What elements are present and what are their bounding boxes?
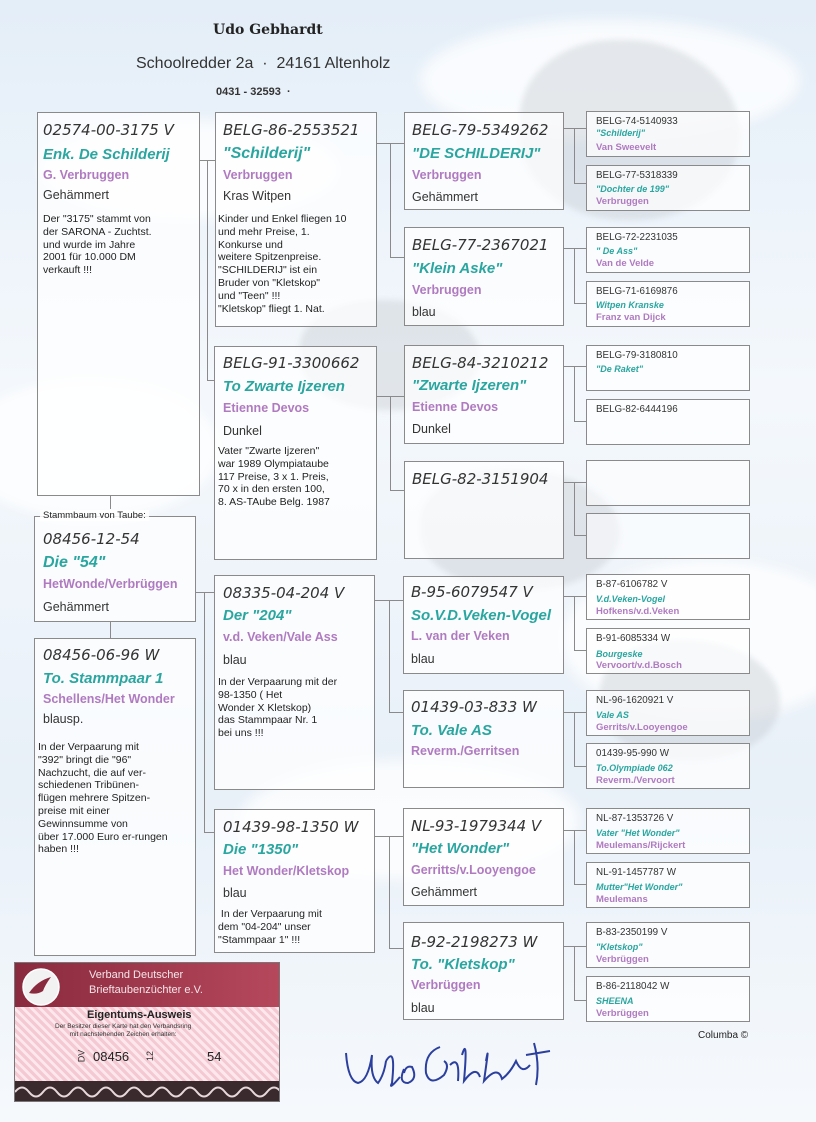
connector-line [390, 143, 391, 257]
sibling-name: Die "54" [43, 554, 106, 571]
owner-phone: 0431 - 32593 · [216, 86, 291, 98]
dam-sire-breeder: Etienne Devos [412, 400, 499, 414]
connector-line [574, 884, 586, 885]
gen4-name: Bourgeske [596, 649, 643, 659]
p204-dam-breeder: Reverm./Gerritsen [411, 744, 520, 758]
owner-name: Udo Gebhardt [213, 22, 323, 38]
connector-line [564, 946, 586, 947]
connector-line [390, 490, 404, 491]
gen4-box [586, 345, 750, 391]
p1350-color: blau [223, 886, 247, 900]
gen4-breeder: Reverm./Vervoort [596, 775, 675, 786]
gen4-name: Vale AS [596, 710, 629, 720]
connector-line [564, 366, 586, 367]
sire-dam-ring: BELG-77-2367021 [412, 236, 549, 254]
connector-line [204, 592, 205, 832]
gen4-ring: BELG-74-5140933 [596, 116, 678, 127]
subject-ring: 02574-00-3175 V [43, 121, 174, 139]
connector-line [574, 596, 575, 650]
gen4-ring: B-86-2118042 W [596, 981, 670, 992]
signature-image [340, 1025, 570, 1095]
connector-line [574, 482, 575, 535]
gen4-box [586, 165, 750, 211]
sibling-dam-notes: In der Verpaarung mit "392" bringt die "96" Nachzucht, die auf ver- schiedenen Tribünen- flügen mehrere Spitzen- preise mit einer Gewinnsumme von über 17.000 Euro er-rungen haben !!! [38, 741, 168, 856]
p204-sire-breeder: L. van der Veken [411, 629, 510, 643]
dam-ring: BELG-91-3300662 [223, 354, 360, 372]
dam-sire-box [404, 345, 564, 444]
gen4-box [586, 922, 750, 968]
dam-dam-box [404, 461, 564, 559]
gen4-box [586, 281, 750, 327]
sibling-ring: 08456-12-54 [43, 530, 140, 548]
gen4-breeder: Verbrüggen [596, 954, 649, 965]
connector-line [564, 128, 586, 129]
gen4-ring: BELG-71-6169876 [596, 286, 678, 297]
sire-box [215, 112, 377, 327]
gen4-ring: NL-87-1353726 V [596, 813, 674, 824]
connector-line [574, 1000, 586, 1001]
sibling-box [34, 516, 196, 622]
gen4-breeder: Vervoort/v.d.Bosch [596, 660, 682, 671]
connector-line [574, 303, 586, 304]
sire-name: "Schilderij" [223, 145, 311, 162]
gen4-name: "De Raket" [596, 364, 644, 374]
p204-dam-box [403, 690, 564, 788]
dam-box [214, 346, 377, 560]
connector-line [574, 128, 575, 183]
subject-name: Enk. De Schilderij [43, 146, 170, 163]
connector-line [574, 766, 586, 767]
sibling-dam-ring: 08456-06-96 W [43, 646, 160, 664]
gen4-box [586, 808, 750, 854]
gen4-name: SHEENA [596, 996, 634, 1006]
connector-line [389, 948, 403, 949]
gen4-empty-box [586, 460, 750, 506]
card-title: Eigentums-Ausweis [87, 1009, 192, 1021]
p204-ring: 08335-04-204 V [223, 584, 345, 602]
p204-color: blau [223, 653, 247, 667]
connector-line [389, 836, 390, 948]
dam-dam-ring: BELG-82-3151904 [412, 470, 549, 488]
connector-line [564, 712, 586, 713]
gen4-name: To.Olympiade 062 [596, 763, 673, 773]
p204-notes: In der Verpaarung mit der 98-1350 ( Het Wonder X Kletskop) das Stammpaar Nr. 1 bei uns !!! [218, 676, 338, 740]
gen4-ring: BELG-82-6444196 [596, 404, 678, 415]
p204-sire-ring: B-95-6079547 V [411, 583, 533, 601]
gen4-name: "Dochter de 199" [596, 184, 670, 194]
p204-sire-box [403, 576, 564, 674]
connector-line [389, 712, 403, 713]
p1350-dam-color: blau [411, 1001, 435, 1015]
ownership-card [14, 962, 280, 1102]
sire-sire-box [404, 112, 564, 210]
gen4-box [586, 574, 750, 620]
p1350-box [214, 809, 375, 953]
p1350-dam-name: To. "Kletskop" [411, 956, 515, 973]
connector-line [574, 830, 575, 884]
p1350-sire-box [403, 808, 564, 906]
card-org-line1: Verband Deutscher [89, 969, 184, 981]
copyright: Columba © [698, 1030, 749, 1041]
sire-dam-box [404, 227, 564, 326]
sibling-breeder: HetWonde/Verbrüggen [43, 577, 178, 591]
gen4-name: Vater "Het Wonder" [596, 828, 680, 838]
gen4-box [586, 976, 750, 1022]
gen4-empty-box [586, 513, 750, 559]
p204-dam-name: To. Vale AS [411, 722, 492, 739]
gen4-ring: BELG-72-2231035 [596, 232, 678, 243]
gen4-name: "Kletskop" [596, 942, 643, 952]
card-ring-number: 08456 [93, 1049, 130, 1064]
gen4-ring: NL-96-1620921 V [596, 695, 674, 706]
card-subtitle: Der Besitzer dieser Karte hat den Verbandsring mit nachstehenden Zeichen erhalten: [55, 1023, 192, 1038]
connector-line [564, 482, 586, 483]
dam-sire-color: Dunkel [412, 422, 451, 436]
owner-address: Schoolredder 2a · 24161 Altenholz [136, 55, 391, 72]
gen4-breeder: Van de Velde [596, 258, 655, 269]
gen4-box [586, 111, 750, 157]
p1350-notes: In der Verpaarung mit dem "04-204" unser "Stammpaar 1" !!! [218, 908, 322, 946]
sire-breeder: Verbruggen [223, 168, 293, 182]
connector-line [204, 832, 214, 833]
connector-line [574, 248, 575, 303]
gen4-box [586, 690, 750, 736]
sibling-dam-name: To. Stammpaar 1 [43, 670, 164, 687]
dam-notes: Vater "Zwarte Ijzeren" war 1989 Olympiataube 117 Preise, 3 x 1. Preis, 70 x in den ersten 100, 8. AS-TAube Belg. 1987 [218, 445, 330, 509]
sire-sire-breeder: Verbruggen [412, 168, 482, 182]
p1350-name: Die "1350" [223, 841, 299, 858]
gen4-breeder: Verbrüggen [596, 1008, 649, 1019]
connector-line [564, 596, 586, 597]
gen4-breeder: Hofkens/v.d.Veken [596, 606, 680, 617]
sibling-dam-color: blausp. [43, 712, 84, 726]
connector-line [574, 421, 586, 422]
dam-sire-name: "Zwarte Ijzeren" [412, 377, 527, 394]
sibling-color: Gehämmert [43, 600, 109, 614]
sire-dam-breeder: Verbruggen [412, 283, 482, 297]
dam-color: Dunkel [223, 424, 262, 438]
p204-box [214, 575, 375, 790]
sibling-dam-box [34, 638, 196, 956]
connector-line [574, 183, 586, 184]
gen4-box [586, 743, 750, 789]
gen4-ring: B-91-6085334 W [596, 633, 671, 644]
sire-ring: BELG-86-2553521 [223, 121, 360, 139]
sire-color: Kras Witpen [223, 189, 292, 203]
p1350-sire-ring: NL-93-1979344 V [411, 817, 542, 835]
p204-sire-name: So.V.D.Veken-Vogel [411, 607, 552, 624]
gen4-breeder: Meulemans/Rijckert [596, 840, 686, 851]
p1350-breeder: Het Wonder/Kletskop [223, 864, 350, 878]
p1350-dam-box [403, 922, 564, 1020]
gen4-box [586, 628, 750, 674]
connector-line [207, 160, 208, 380]
dove-logo-icon [21, 967, 61, 1007]
gen4-name: V.d.Veken-Vogel [596, 594, 666, 604]
connector-line [574, 712, 575, 766]
p204-name: Der "204" [223, 607, 292, 624]
p204-breeder: v.d. Veken/Vale Ass [223, 630, 338, 644]
sire-notes: Kinder und Enkel fliegen 10 und mehr Preise, 1. Konkurse und weitere Spitzenpreise. "SCHILDERIJ" ist ein Bruder von "Kletskop" und "Teen" !!! "Kletskop" fliegt 1. Nat. [218, 213, 347, 315]
gen4-breeder: Meulemans [596, 894, 648, 905]
gen4-breeder: Verbruggen [596, 196, 649, 207]
subject-color: Gehämmert [43, 188, 109, 202]
sibling-dam-breeder: Schellens/Het Wonder [43, 692, 175, 706]
gen4-breeder: Van Sweevelt [596, 142, 657, 153]
connector-line [564, 830, 586, 831]
sire-dam-name: "Klein Aske" [412, 260, 503, 277]
gen4-box [586, 227, 750, 273]
card-org-line2: Brieftaubenzüchter e.V. [89, 984, 203, 996]
sire-sire-name: "DE SCHILDERIJ" [412, 145, 541, 162]
p1350-dam-ring: B-92-2198273 W [411, 933, 538, 951]
sire-sire-ring: BELG-79-5349262 [412, 121, 549, 139]
p1350-ring: 01439-98-1350 W [223, 818, 359, 836]
connector-line [110, 622, 111, 638]
connector-line [574, 650, 586, 651]
connector-line [390, 257, 404, 258]
p1350-sire-color: Gehämmert [411, 885, 477, 899]
connector-line [110, 495, 111, 509]
gen4-breeder: Franz van Dijck [596, 312, 666, 323]
gen4-ring: BELG-79-3180810 [596, 350, 678, 361]
connector-line [389, 600, 390, 712]
p1350-sire-breeder: Gerritts/v.Looyengoe [411, 863, 536, 877]
subject-notes: Der "3175" stammt von der SARONA - Zuchtst. und wurde im Jahre 2001 für 10.000 DM verkauft !!! [43, 213, 152, 277]
p1350-dam-breeder: Verbrüggen [411, 978, 481, 992]
card-year: 12 [145, 1050, 156, 1062]
gen4-ring: B-87-6106782 V [596, 579, 668, 590]
gen4-ring: B-83-2350199 V [596, 927, 668, 938]
card-border-ornament [15, 1081, 280, 1102]
p204-sire-color: blau [411, 652, 435, 666]
gen4-name: Witpen Kranske [596, 300, 664, 310]
dam-name: To Zwarte Ijzeren [223, 378, 345, 395]
gen4-ring: NL-91-1457787 W [596, 867, 677, 878]
gen4-breeder: Gerrits/v.Looyengoe [596, 722, 688, 733]
p204-dam-ring: 01439-03-833 W [411, 698, 537, 716]
sibling-label: Stammbaum von Taube: [40, 510, 149, 521]
gen4-box [586, 862, 750, 908]
gen4-ring: BELG-77-5318339 [596, 170, 678, 181]
gen4-name: "Schilderij" [596, 128, 646, 138]
p1350-sire-name: "Het Wonder" [411, 840, 510, 857]
gen4-ring: 01439-95-990 W [596, 748, 669, 759]
subject-breeder: G. Verbruggen [43, 168, 130, 182]
gen4-name: Mutter"Het Wonder" [596, 882, 683, 892]
connector-line [574, 946, 575, 1000]
gen4-name: " De Ass" [596, 246, 638, 256]
connector-line [574, 366, 575, 421]
connector-line [574, 535, 586, 536]
subject-pigeon-box [37, 112, 200, 496]
connector-line [564, 248, 586, 249]
card-prefix: DV [76, 1049, 87, 1063]
dam-breeder: Etienne Devos [223, 401, 310, 415]
dam-sire-ring: BELG-84-3210212 [412, 354, 549, 372]
sire-sire-color: Gehämmert [412, 190, 478, 204]
connector-line [390, 396, 391, 490]
card-bird-number: 54 [207, 1049, 222, 1064]
gen4-box [586, 399, 750, 445]
sire-dam-color: blau [412, 305, 436, 319]
